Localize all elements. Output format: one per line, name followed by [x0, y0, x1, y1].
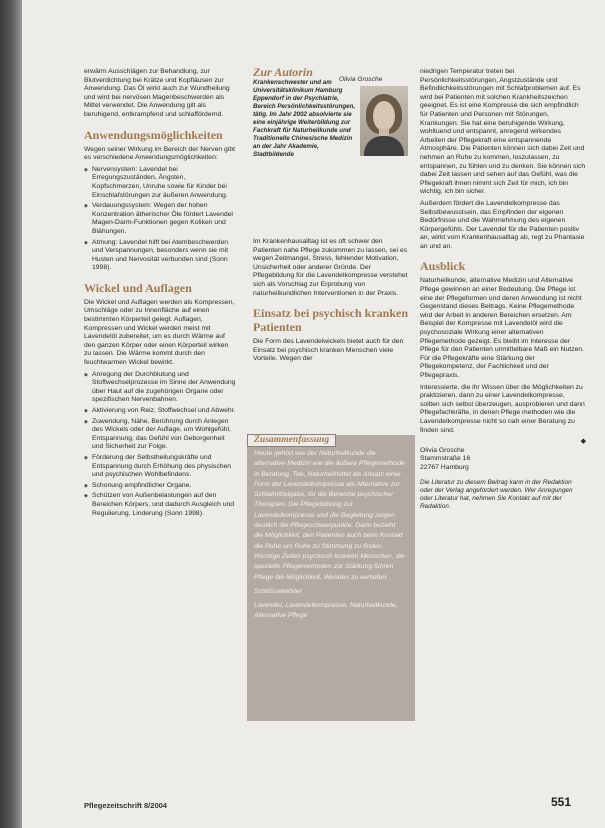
- keywords-text: Lavendel, Lavendelkompresse, Naturheilkunde, Alternative Pflege: [254, 602, 398, 620]
- literature-note: Die Literatur zu diesem Beitrag kann in der Redaktion oder der Verlag angefordert werden. Wer Anregungen oder Literatur hat, nehmen Sie Kontakt auf mit der Redaktion.: [420, 478, 573, 510]
- applications-list: [84, 166, 236, 273]
- summary-box: [247, 435, 415, 721]
- list-item: ◆ Aktivierung von Reiz, Stoffwechsel und Abwehr.: [92, 407, 236, 416]
- summary-text: Heute gehört wie der Naturheilkunde die alternative Medizin wie die äußere Pflegemethode in Beratung, Tee, Naturheilmittel als Ansatz einer Form der Lavendelkompresse als Alternative zur Schlafmittelgabe, für die Bereiche psychischer Therapien. Die Pflegebildung zur Lavendelkompresse und die Begleitung zeigen deutlich die Pflegeschwerpunkte. Darin bezieht die Möglichkeit, den Patienten auch beim Kontakt die Ruhe um Ruhe zu Stimmung zu finden. Wichtige Zeiten psychisch kranken Menschen, die spezielle Pflegemethoden zur Stärkung führen Pflege die Möglichkeit, Wenden zu vertiefen.: [254, 450, 405, 581]
- applications-paragraph: Wegen seiner Wirkung im Bereich der Nerven gibt es verschiedene Anwendungsmöglichkeiten:: [84, 145, 235, 162]
- list-item: ◆ Atmung: Lavendel hilft bei Atembeschwerden und Verspannungen, besonders wenn sie mit Husten und Nervosität verbunden sind (Sonn 1998).: [92, 239, 236, 273]
- page-number: 551: [551, 795, 572, 809]
- list-item: ◆ Nervensystem: Lavendel bei Erregungszuständen, Ängsten, Kopfschmerzen, Unruhe sowie für Kinder bei Einschlafstörungen zur äußeren Anwendung.: [92, 166, 236, 200]
- author-box: [253, 65, 409, 238]
- journal-page: [22, 0, 605, 828]
- end-mark-icon: ◆: [580, 438, 586, 446]
- middle-paragraph-2: Die Form des Lavendelwickels bietet auch für den Einsatz bei psychisch kranken Menschen viele Vorteile. Wegen der: [253, 338, 404, 363]
- address-line: Olivia Grosche: [420, 446, 465, 454]
- list-item: ◆ Schonung empfindlicher Organe.: [92, 482, 236, 491]
- address-line: Stammstraße 16: [420, 455, 471, 463]
- list-item: ◆ Förderung der Selbstheilungskräfte und Entspannung durch Erhöhung des physischen und psychischen Wohlbefindens.: [92, 454, 236, 480]
- list-item: ◆ Zuwendung, Nähe, Berührung durch Anlegen des Wickels oder der Auflage, um Wohlgefühl, Entspannung, das Gefühl von Geborgenheit und Sicherheit zur Folge.: [92, 418, 236, 452]
- heading-outlook: Ausblick: [420, 259, 466, 274]
- author-address: [420, 447, 586, 473]
- binding-edge: [0, 0, 22, 828]
- column-middle: [253, 65, 409, 620]
- right-paragraph-4: Interessierte, die ihr Wissen über die Möglichkeiten zu praktizieren, dann zu einer Lavendelkompresse, sollten sich selbst überzeugen, ausprobieren und dann Pflegefachkräfte, in denen Pflege methoden wie die Lavendelkompresse nicht so nah einer Beratung zu finden sind.: [420, 383, 585, 434]
- middle-paragraph-1: Im Krankenhausalltag ist es oft schwer den Patienten nahe Pflege zukommen zu lassen, sei es wegen Zeitmangel, Stress, fehlender Motivation, Unsicherheit oder anderer Gründe. Der Pflegebildung für die Lavendelkompresse verstehet sich als Vorschlag zur Erprobung von naturheilkundlichen Interventionen in der Praxis.: [253, 238, 408, 297]
- heading-psych: Einsatz bei psychisch kranken Patienten: [253, 306, 409, 335]
- author-bio: Krankenschwester und am Universitätsklinikum Hamburg Eppendorf in der Psychiatrie, Bereich Persönlichkeitsstörungen, tätig. Im Jahr 2002 absolvierte sie eine einjährige Weiterbildung zur Fachkraft für Naturheilkunde und Traditionelle Chinesische Medizin an der Jahr Akademie, Stadtbildende: [253, 78, 356, 158]
- right-paragraph-3: Naturheilkunde, alternative Medizin und Alternative Pflege gewinnen an einer Bedeutung. Die Pflege ist eine der Pflegeformen und deren Anwendung ist nicht Gegenstand dieses Beitrags. Keine Pflegemethode wird der Arbeit in anderen Bereichen ersetzen. Am Beispiel der Kompresse mit Lavendelöl wird die psychosoziale Wirkung einer alternativen Pflegemethode gezeigt. Es bleibt im Interesse der Pflege für den Patienten unmittelbare Maß ein Nutzen. Für die Pflegekräfte eine Stärkung der Pflegekompetenz, der Fachlichkeit und der Pflegepraxis.: [420, 277, 584, 379]
- heading-wraps: Wickel und Auflagen: [84, 280, 192, 295]
- intro-paragraph: erwärm Ausschlägen zur Behandlung, zur Blutverdichtung bei Krätze und Kopfläusen zur Anwendung. Das Öl wirkt auch zur Wundheilung und wird bei nervösen Magenbeschwerden als Mittel verwendet. Die Anwendung gilt als beruhigend, entkrampfend und schlaffördernd.: [84, 68, 230, 118]
- keywords-label: Schlüsselwörter: [254, 587, 302, 595]
- address-line: 22767 Hamburg: [420, 463, 469, 471]
- wraps-paragraph: Die Wickel und Auflagen werden als Kompressen, Umschläge oder zu Innenfläche auf einen bestimmten Körperteil gelegt. Auflagen, Kompressen und Wickel werden meist mit Lavendelöl zubereitet, um es durch Wärme auf den ganzen Körper oder einen Körperteil wirken zu lassen. Die Wärme kommt durch den feuchtwarmen Wickel bewirkt.: [84, 298, 235, 367]
- summary-body: [254, 449, 406, 626]
- column-right: [420, 68, 586, 514]
- heading-applications: Anwendungsmöglichkeiten: [84, 127, 223, 142]
- wraps-list: [84, 371, 236, 519]
- list-item: ◆ Anregung der Durchblutung und Stoffwechselprozesse im Sinne der Anwendung über Haut auf die zugehörigen Organe oder spezifischen Nervenbahnen.: [92, 371, 236, 405]
- author-photo: [360, 86, 408, 156]
- author-name: Olivia Grosche: [339, 76, 383, 83]
- column-left: [84, 68, 236, 521]
- list-item: ◆ Schützen von Außenbelastungen auf den Bereichen Körpers, und dadurch Ausgleich und Regulierung, Linderung (Sonn 1998).: [92, 492, 236, 518]
- journal-footer: Pflegezeitschrift 8/2004: [84, 801, 167, 810]
- right-paragraph-2: Außerdem fördert die Lavendelkompresse das Selbstbewusstsein, das Empfinden der eigenen Bedürfnisse und die Wahrnehmung des eigenen Körpergefühls. Der Lavendel für die Patienten positiv an, wirkt vom Krankenhausalltag ab, regt zu Phantasie an und an.: [420, 199, 585, 250]
- author-heading: Zur Autorin: [253, 65, 313, 79]
- list-item: ◆ Verdauungssystem: Wegen der hohen Konzentration ätherischer Öle fördert Lavendel Magen-Darm-Funktionen gegen Koliken und Blähungen.: [92, 202, 236, 236]
- summary-heading: Zusammenfassung: [247, 434, 336, 447]
- right-paragraph-1: niedrigen Temperatur treten bei Persönlichkeitsstörungen, Angstzustände und Befindlichkeitsstörungen mit Schlafproblemen auf. Es wird bei Patienten mit solchen Krankheitszeichen geeignet. Es ist eine Kompresse die sich empfindlich für Patienten und Personen mit Störungen, Krankungen. Sie hat eine beruhigende Wirkung, wohltuend und entspannt, anregend wirkendes Arbeiten der Pflegekraft eine entspannende Atmosphäre. Die Patienten können sich dabei Zeit und nehmen an Ruhe zu kommen, loszulassen, zu entspannen, zu fühlen und zu denken. Sie können sich dabei Zeit lassen und sehen auf das Gefühl, was die Pflegekraft ihnen nimmt sich Zeit für mich, ich bin wichtig, ich bin sicher.: [420, 68, 586, 196]
